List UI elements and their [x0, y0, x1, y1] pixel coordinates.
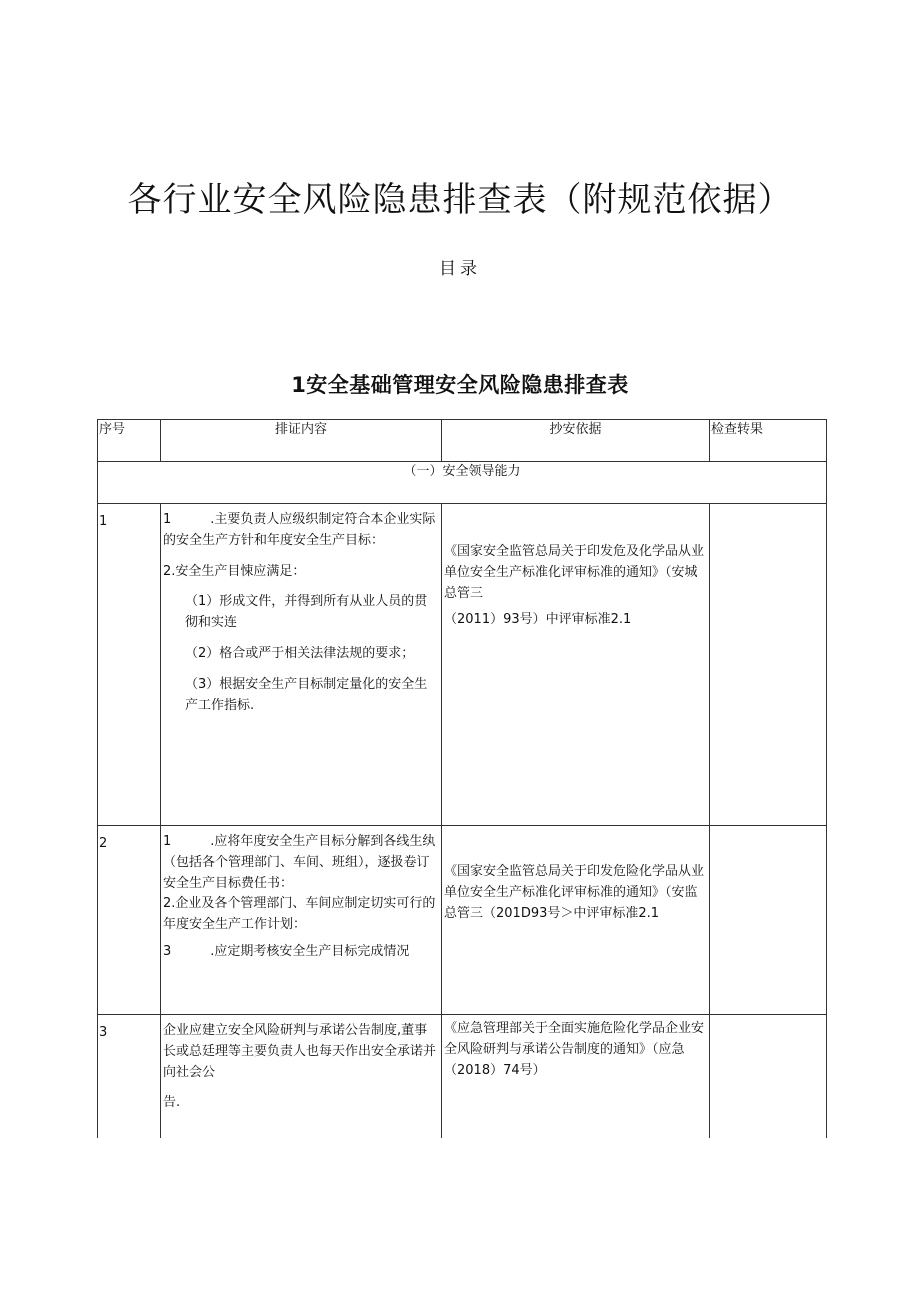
content-line: 2.企业及各个管理部门、车间应制定切实可行的年度安全生产工作计划：: [163, 896, 436, 933]
table-row: [98, 1015, 827, 1139]
content-line: 2.安全生产目悚应满足：: [163, 563, 306, 579]
row-result: [710, 1015, 827, 1139]
document-title: 各行业安全风险隐患排查表（附规范依据）: [127, 180, 793, 220]
basis-line: 《应急管理部关于全面实施危险化学品企业安全风险研判与承诺公告制度的通知》（应急（2018）74号）: [444, 1021, 705, 1078]
row-result: [710, 504, 827, 826]
content-line: 1 .应将年度安全生产目标分解到各线生纨（包括各个管理部门、车间、班组），逐扱卷订安全生产目标费任书：: [163, 834, 436, 891]
toc-label: 目录: [439, 259, 481, 279]
header-basis: 抄安依据: [442, 420, 710, 462]
basis-line: （2011）93号）中评审标准2.1: [444, 612, 632, 628]
row-result: [710, 826, 827, 1015]
row-basis: [442, 504, 710, 826]
content-line: （2）格合或严于相关法律法规的要求；: [185, 645, 415, 661]
header-result: 检查转果: [710, 420, 827, 462]
row-basis: [442, 826, 710, 1015]
row-basis: [442, 1015, 710, 1139]
basis-line: 《国家安全监管总局关于印发危险化学品从业单位安全生产标准化评审标准的通知》（安监总管三（201D93号＞中评审标准2.1: [444, 864, 705, 921]
header-content: 排证内容: [161, 420, 442, 462]
row-content: [161, 826, 442, 1015]
row-content: [161, 504, 442, 826]
content-line: 3 .应定期考核安全生产目标完成情况: [163, 943, 410, 959]
header-index: 序号: [98, 420, 161, 462]
content-line: 1 .主要负责人应级织制定符合本企业实际的安全生产方针和年度安全生产目标：: [163, 512, 436, 548]
subsection-title: （一）安全领导能力: [98, 462, 827, 504]
row-index: 3: [98, 1015, 161, 1139]
hazard-checklist-table: [97, 419, 827, 1138]
content-line: （3）根据安全生产目标制定量化的安全生产工作指标.: [185, 676, 428, 713]
row-content: [161, 1015, 442, 1139]
content-line: 企业应建立安全风险研判与承诺公告制度,董事长或总廷理等主要负责人也每天作出安全承诺并向社会公: [163, 1023, 437, 1080]
table-header-row: [98, 420, 827, 462]
basis-line: 《国家安全监管总局关于印发危及化学品从业单位安全生产标准化评审标准的通知》（安城总管三: [444, 544, 705, 601]
row-index: 1: [98, 504, 161, 826]
row-index: 2: [98, 826, 161, 1015]
section-title: 1安全基础管理安全风险隐患排查表: [291, 373, 629, 397]
subsection-row: [98, 462, 827, 504]
table-row: [98, 504, 827, 826]
content-line: 告.: [163, 1095, 181, 1111]
content-line: （1）形成文件，并得到所有从业人员的贯彻和实连: [185, 594, 428, 631]
table-row: [98, 826, 827, 1015]
